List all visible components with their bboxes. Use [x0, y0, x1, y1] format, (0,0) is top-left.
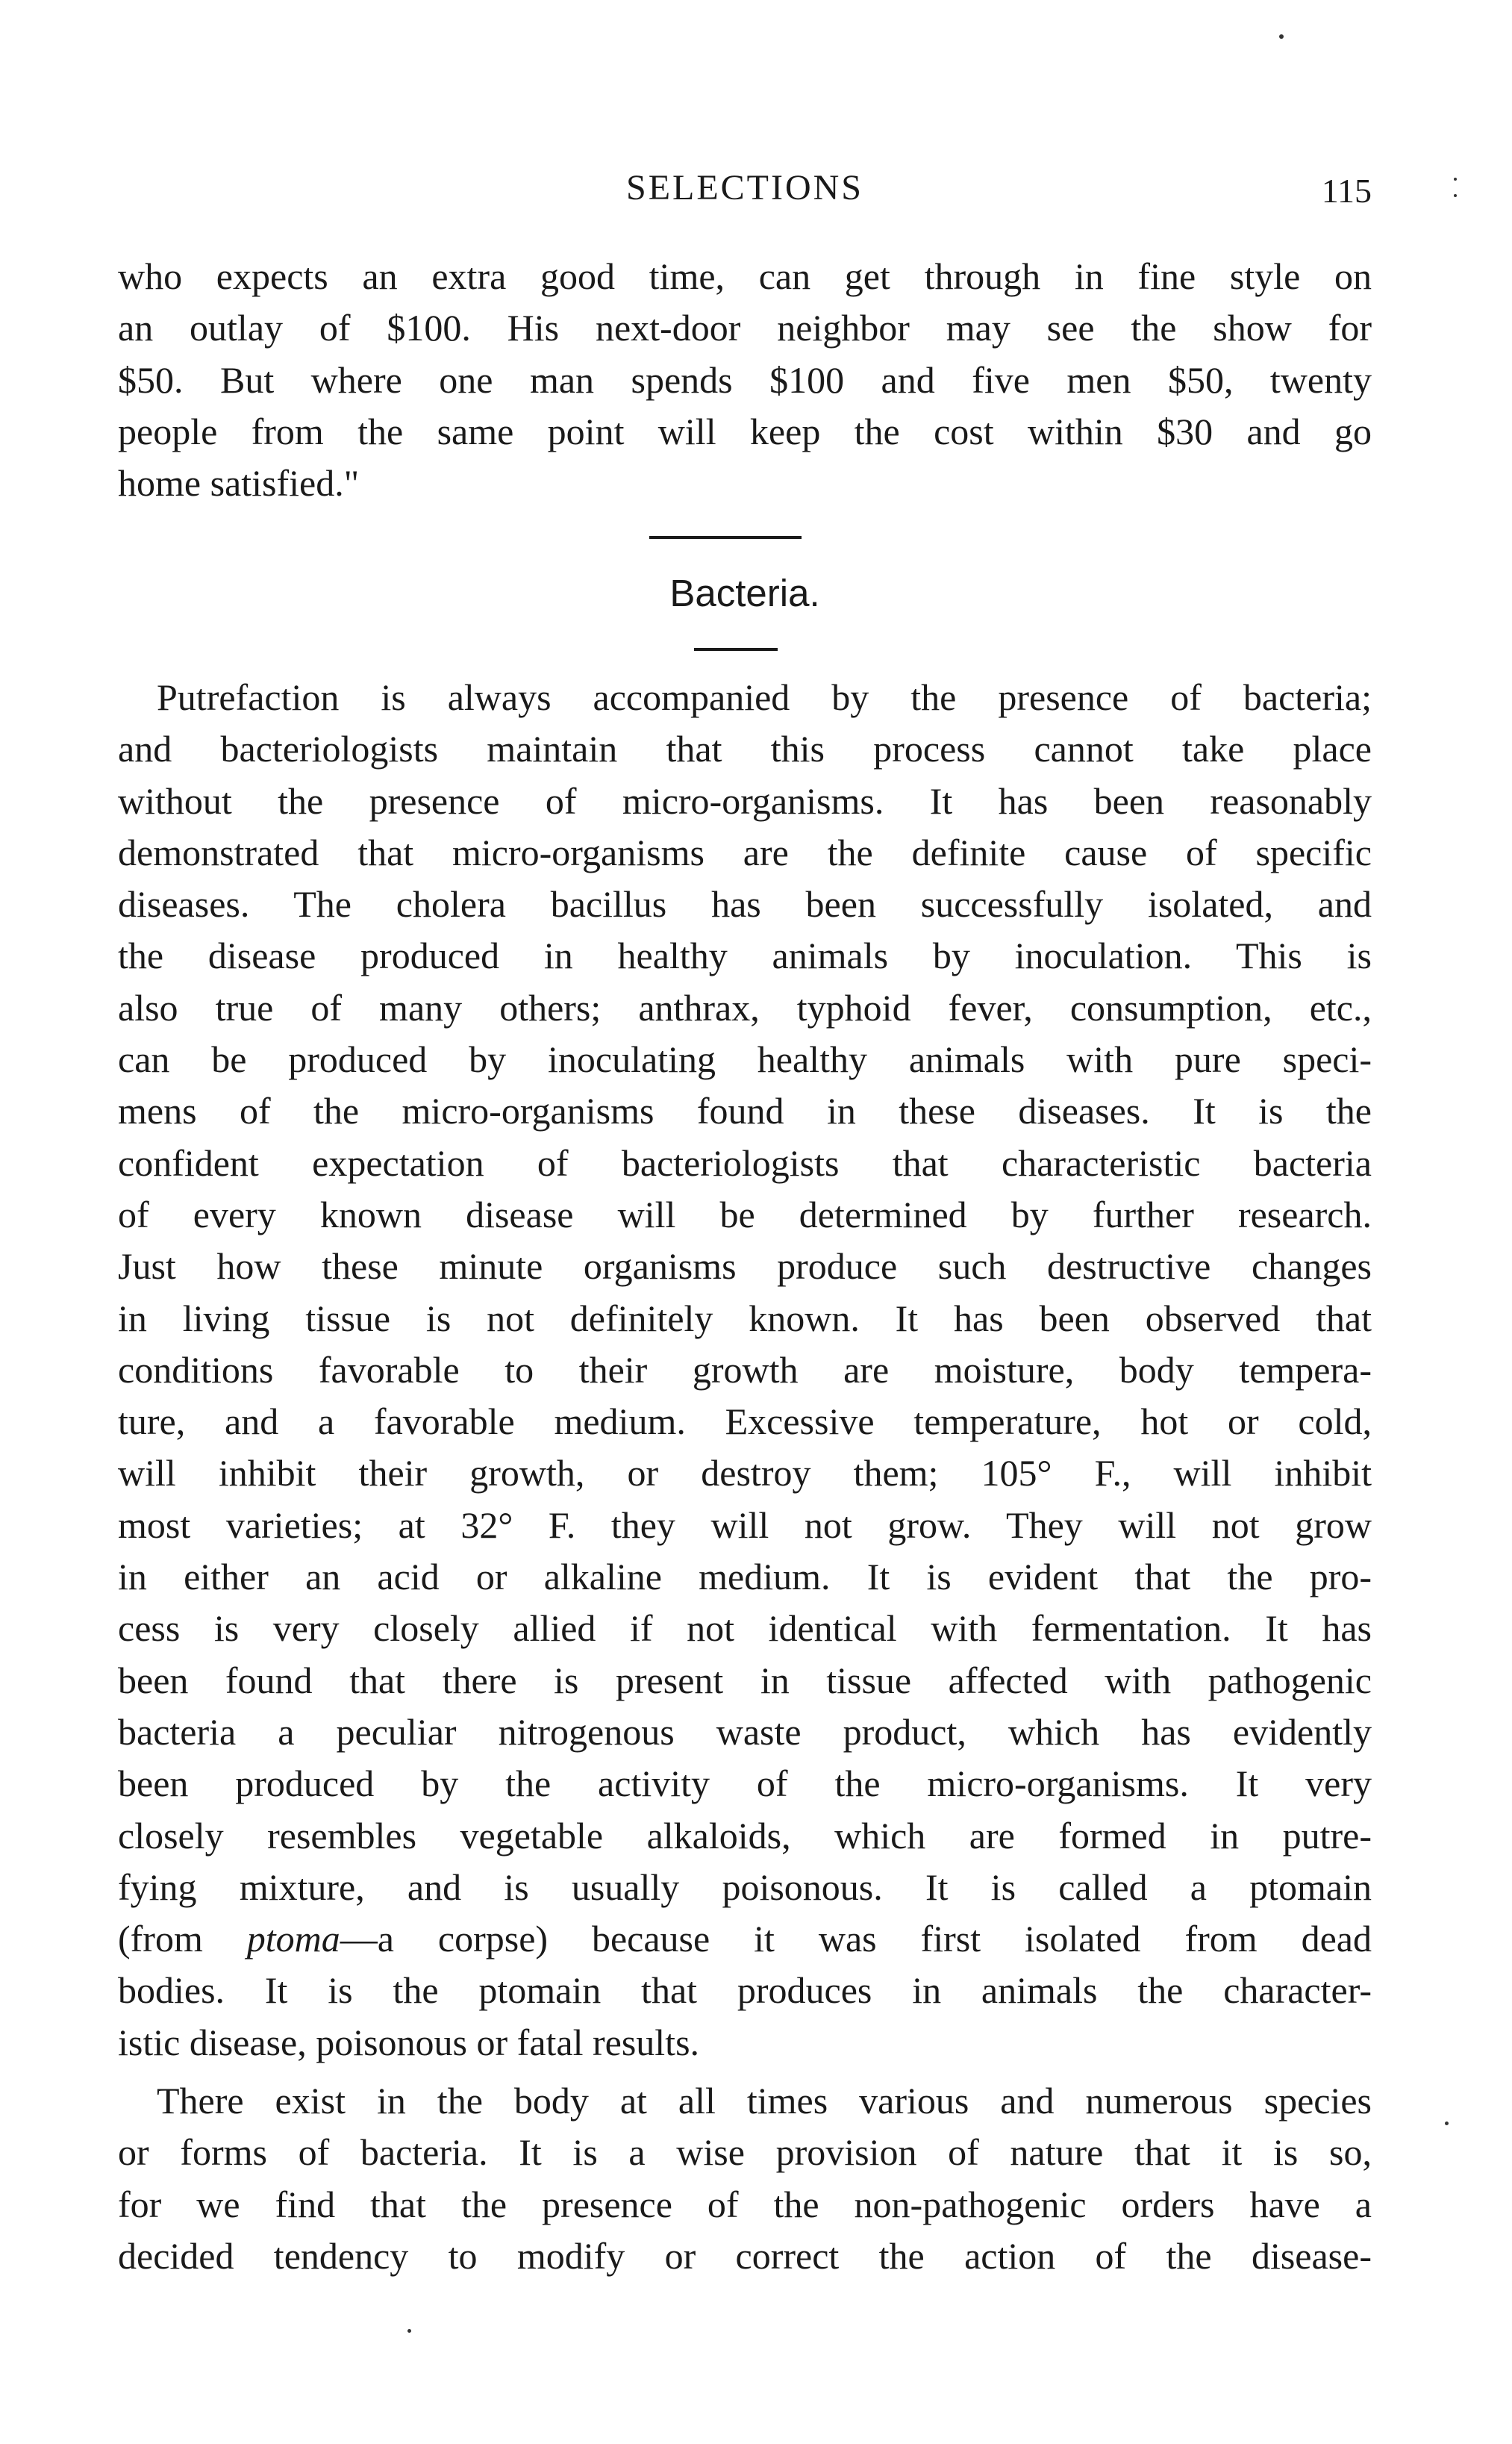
text-line: fying mixture, and is usually poisonous. It is called a ptomain [118, 1865, 1372, 1908]
text-line: most varieties; at 32° F. they will not grow. They will not grow [118, 1503, 1372, 1546]
text-line: home satisfied." [118, 462, 360, 505]
text-segment: —a corpse) because it was first isolated from dead [340, 1918, 1372, 1960]
text-line: will inhibit their growth, or destroy them; 105° F., will inhibit [118, 1452, 1372, 1494]
text-line: been found that there is present in tissue affected with pathogenic [118, 1659, 1372, 1701]
text-line: closely resembles vegetable alkaloids, which are formed in putre- [118, 1814, 1372, 1857]
running-head [118, 166, 1372, 211]
page-number: 115 [1321, 172, 1372, 210]
section-rule-bottom [694, 648, 778, 651]
text-line-ptoma [118, 1913, 1372, 1965]
text-line: There exist in the body at all times various and numerous species [157, 2080, 1372, 2122]
text-line: an outlay of $100. His next-door neighbor may see the show for [118, 307, 1372, 349]
text-line: demonstrated that micro-organisms are the definite cause of specific [118, 831, 1372, 873]
text-line: conditions favorable to their growth are moisture, body tempera- [118, 1348, 1372, 1391]
text-line: without the presence of micro-organisms. It has been reasonably [118, 779, 1372, 822]
continued-paragraph [118, 251, 1372, 509]
text-line: Putrefaction is always accompanied by the presence of bacteria; [157, 676, 1372, 718]
text-line: $50. But where one man spends $100 and five men $50, twenty [118, 358, 1372, 401]
text-line: mens of the micro-organisms found in these diseases. It is the [118, 1090, 1372, 1132]
text-line: confident expectation of bacteriologists that characteristic bacteria [118, 1141, 1372, 1184]
text-line: the disease produced in healthy animals by inoculation. This is [118, 935, 1372, 977]
paragraph-species [118, 2075, 1372, 2282]
text-line: or forms of bacteria. It is a wise provision of nature that it is so, [118, 2131, 1372, 2174]
text-line: cess is very closely allied if not identical with fermentation. It has [118, 1607, 1372, 1650]
text-line: istic disease, poisonous or fatal results. [118, 2021, 700, 2063]
print-speck [1279, 34, 1284, 39]
running-title: SELECTIONS [626, 168, 863, 208]
text-line: bodies. It is the ptomain that produces in animals the character- [118, 1969, 1372, 2012]
text-line: in either an acid or alkaline medium. It is evident that the pro- [118, 1556, 1372, 1598]
text-line: in living tissue is not definitely known. It has been observed that [118, 1297, 1372, 1339]
text-line: who expects an extra good time, can get through in fine style on [118, 255, 1372, 297]
text-line: of every known disease will be determined by further research. [118, 1193, 1372, 1235]
text-line: been produced by the activity of the micro-organisms. It very [118, 1762, 1372, 1805]
text-line: also true of many others; anthrax, typhoid fever, consumption, etc., [118, 986, 1372, 1029]
text-line: decided tendency to modify or correct the action of the disease- [118, 2234, 1372, 2277]
text-line: diseases. The cholera bacillus has been successfully isolated, and [118, 883, 1372, 926]
text-line: for we find that the presence of the non-pathogenic orders have a [118, 2183, 1372, 2225]
text-line: and bacteriologists maintain that this process cannot take place [118, 728, 1372, 770]
text-line: bacteria a peculiar nitrogenous waste product, which has evidently [118, 1710, 1372, 1753]
text-segment: (from [118, 1918, 247, 1960]
text-line: people from the same point will keep the cost within $30 and go [118, 410, 1372, 452]
print-speck [1454, 178, 1457, 181]
print-speck [1445, 2122, 1449, 2125]
print-speck [407, 2329, 411, 2333]
text-line: ture, and a favorable medium. Excessive temperature, hot or cold, [118, 1400, 1372, 1443]
section-heading: Bacteria. [669, 572, 820, 614]
paragraph-bacteria [118, 672, 1372, 2069]
text-line: Just how these minute organisms produce such destructive changes [118, 1245, 1372, 1288]
italic-term: ptoma [246, 1918, 340, 1960]
text-line: can be produced by inoculating healthy animals with pure speci- [118, 1038, 1372, 1081]
print-speck [1454, 194, 1457, 197]
section-rule-top [649, 536, 802, 539]
